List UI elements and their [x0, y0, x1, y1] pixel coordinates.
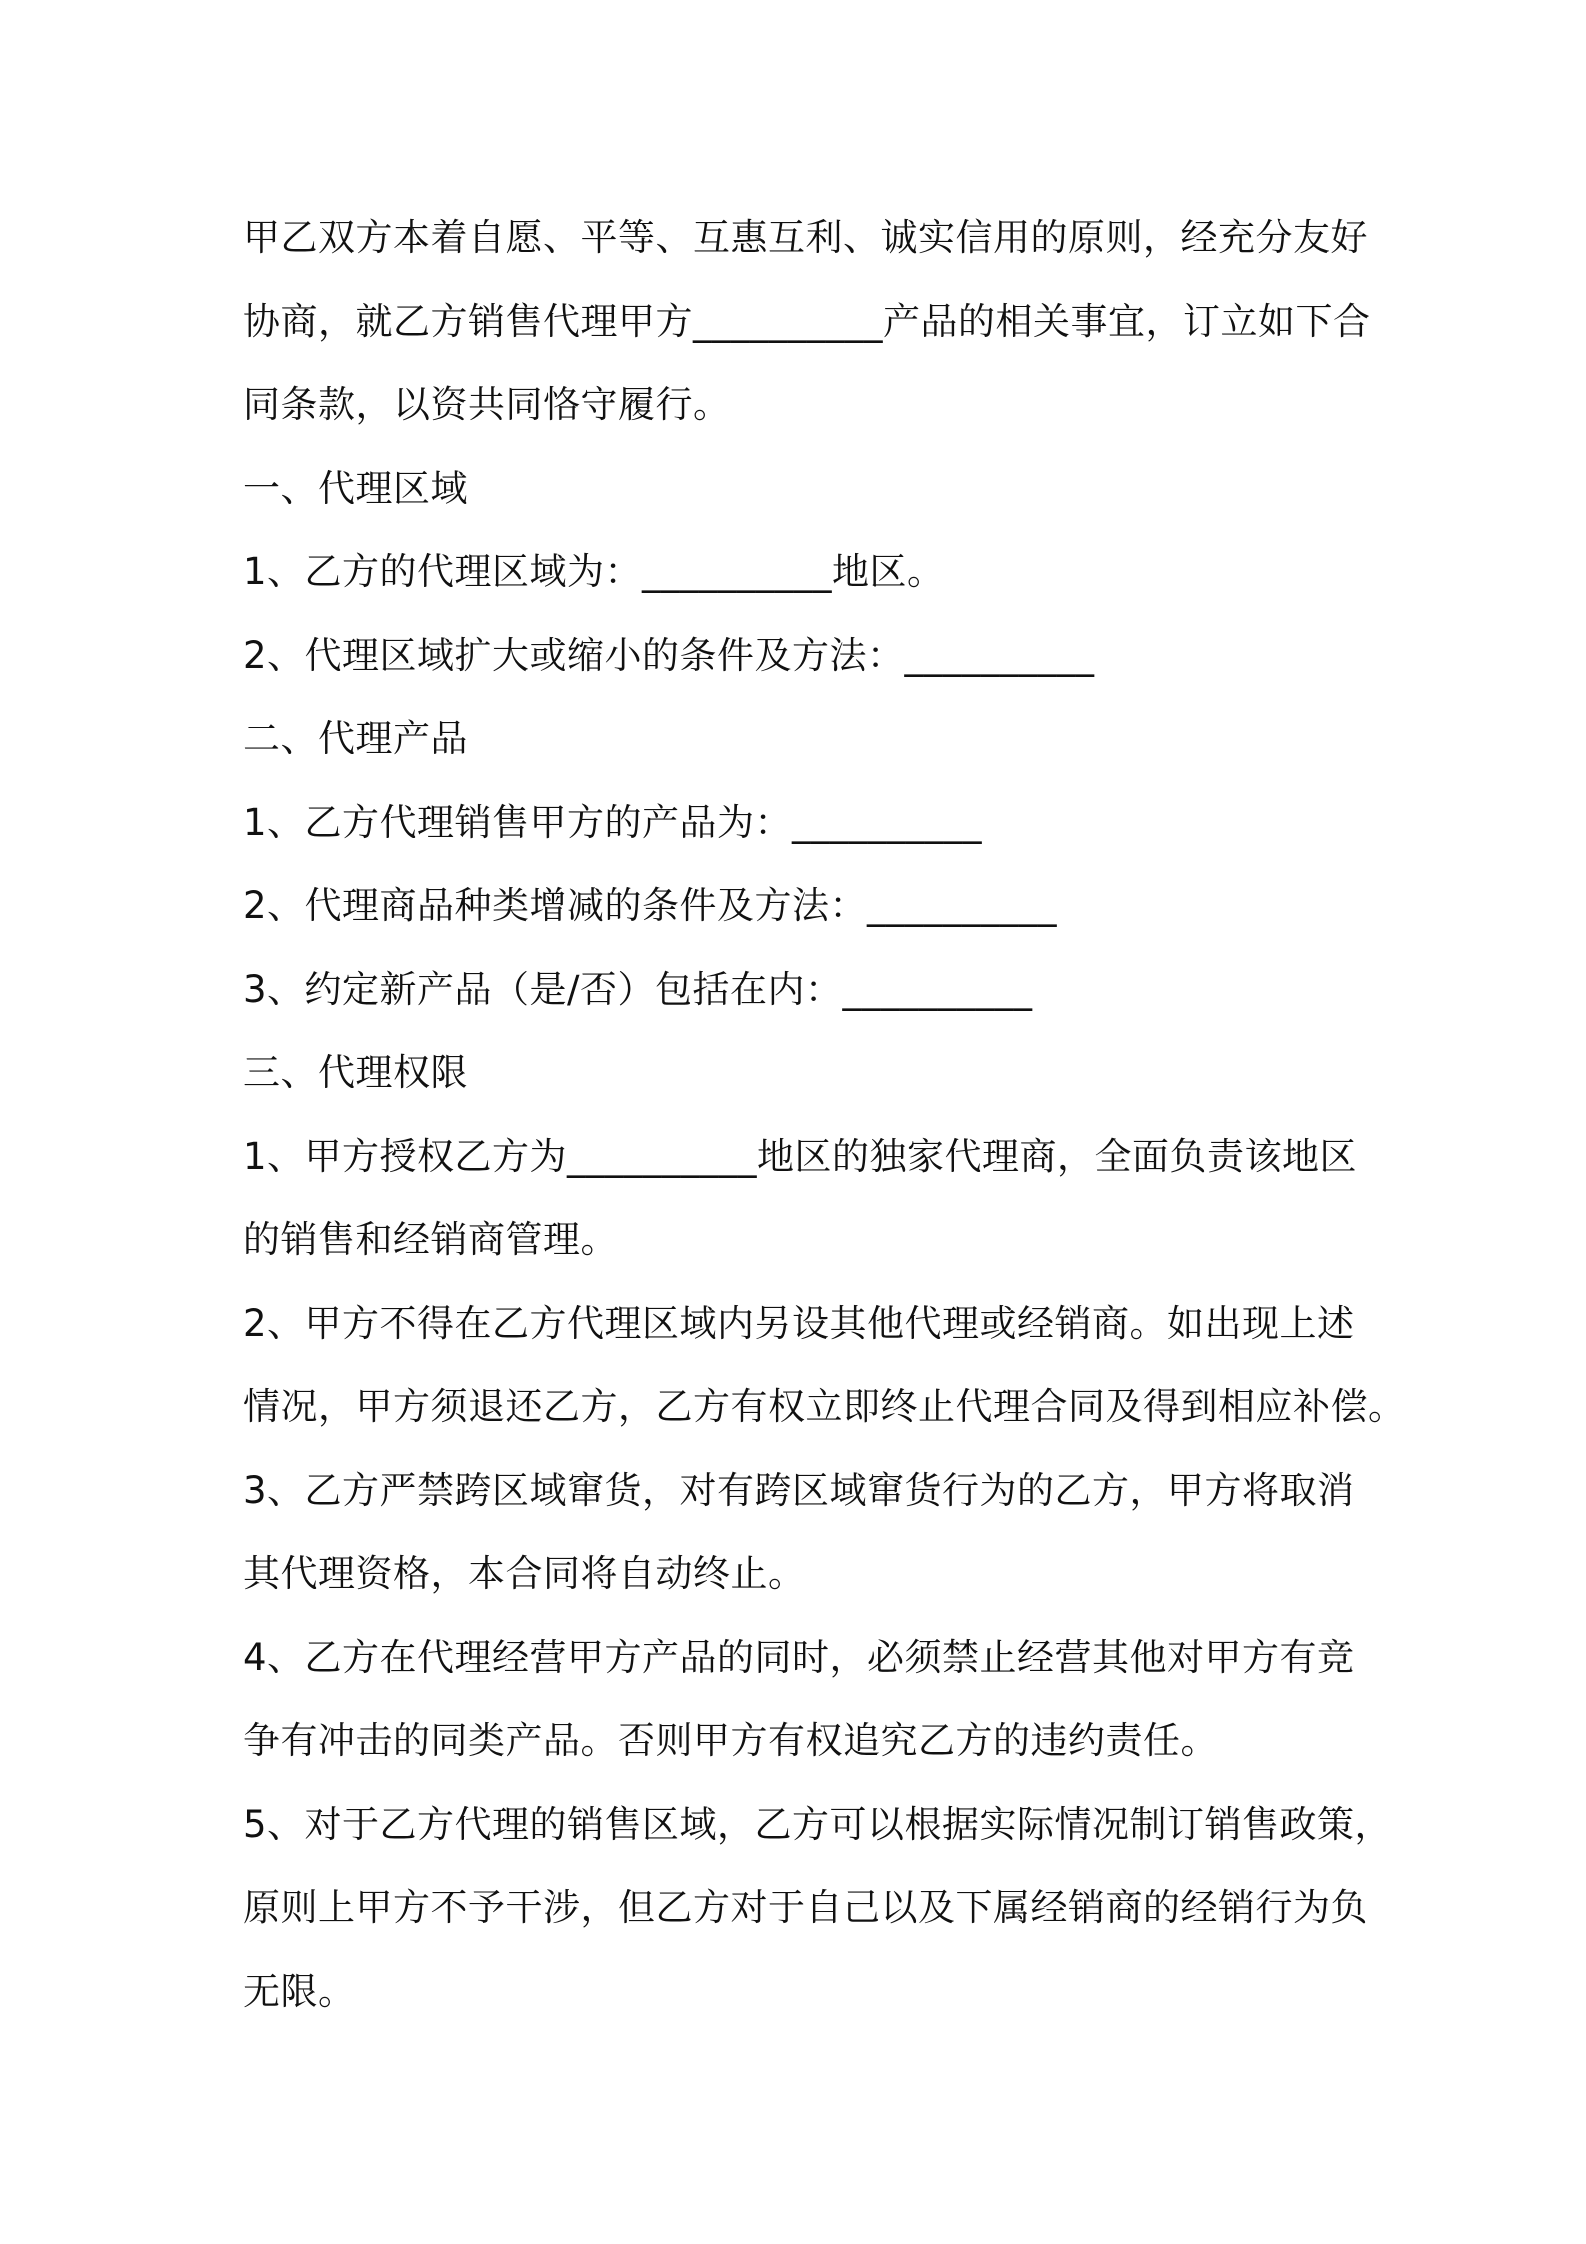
clause-line: 1、乙方的代理区域为：__________地区。	[243, 550, 945, 593]
clause-line: 2、代理商品种类增减的条件及方法：__________	[243, 884, 1058, 927]
document-body	[243, 196, 1406, 2033]
section-heading-agency-area: 一、代理区域	[243, 466, 468, 510]
clause-line: 无限。	[243, 1969, 356, 2013]
clause-line: 原则上甲方不予干涉，但乙方对于自己以及下属经销商的经销行为负	[243, 1886, 1368, 1929]
clause-line: 1、乙方代理销售甲方的产品为：__________	[243, 800, 983, 844]
section-heading-agency-authority: 三、代理权限	[243, 1051, 468, 1094]
clause-line: 3、乙方严禁跨区域窜货，对有跨区域窜货行为的乙方，甲方将取消	[243, 1468, 1355, 1512]
clause-line: 3、约定新产品（是/否）包括在内：__________	[243, 967, 1033, 1011]
clause-line: 2、代理区域扩大或缩小的条件及方法：__________	[243, 633, 1095, 677]
section-heading-agency-products: 二、代理产品	[243, 717, 468, 760]
intro-line: 甲乙双方本着自愿、平等、互惠互利、诚实信用的原则，经充分友好	[243, 216, 1368, 259]
clause-line: 争有冲击的同类产品。否则甲方有权追究乙方的违约责任。	[243, 1719, 1218, 1762]
clause-line: 4、乙方在代理经营甲方产品的同时，必须禁止经营其他对甲方有竞	[243, 1635, 1355, 1679]
intro-line: 协商，就乙方销售代理甲方__________产品的相关事宜，订立如下合	[243, 299, 1371, 343]
clause-line: 5、对于乙方代理的销售区域，乙方可以根据实际情况制订销售政策，	[243, 1802, 1393, 1846]
intro-line: 同条款，以资共同恪守履行。	[243, 383, 731, 426]
clause-line: 2、甲方不得在乙方代理区域内另设其他代理或经销商。如出现上述	[243, 1301, 1355, 1345]
clause-line: 的销售和经销商管理。	[243, 1218, 618, 1261]
clause-line: 1、甲方授权乙方为__________地区的独家代理商，全面负责该地区	[243, 1134, 1358, 1178]
clause-line: 情况，甲方须退还乙方，乙方有权立即终止代理合同及得到相应补偿。	[243, 1385, 1406, 1428]
clause-line: 其代理资格，本合同将自动终止。	[243, 1552, 806, 1595]
